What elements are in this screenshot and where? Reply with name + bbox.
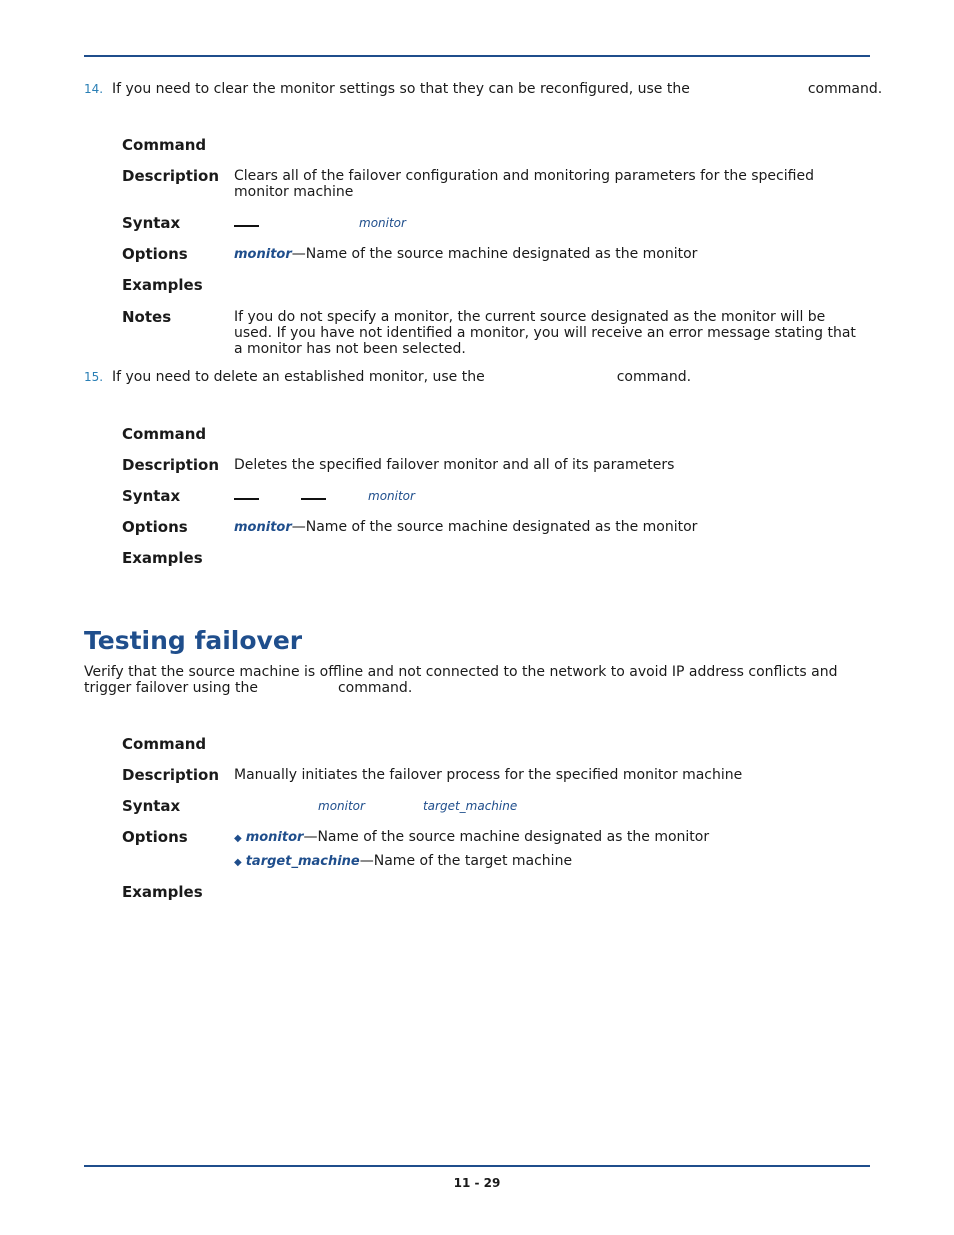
option-desc: —Name of the source machine designated as the monitor bbox=[303, 829, 710, 845]
option-line bbox=[234, 519, 697, 536]
command-label: Command bbox=[122, 735, 207, 753]
examples-label: Examples bbox=[122, 549, 203, 567]
intro-text-end: command. bbox=[337, 680, 413, 696]
description-label: Description bbox=[122, 766, 220, 784]
description-label: Description bbox=[122, 167, 220, 185]
description-text: Deletes the specified failover monitor and all of its parameters bbox=[234, 457, 675, 473]
syntax-label: Syntax bbox=[122, 214, 181, 232]
option-line bbox=[234, 246, 697, 263]
step-text: If you need to delete an established monitor, use the bbox=[112, 369, 485, 385]
examples-label: Examples bbox=[122, 883, 203, 901]
option-item bbox=[234, 853, 572, 871]
syntax-label: Syntax bbox=[122, 797, 181, 815]
header-rule bbox=[84, 55, 870, 57]
syntax-underline bbox=[301, 489, 326, 500]
syntax-underline bbox=[234, 216, 259, 227]
option-name: monitor bbox=[234, 247, 292, 262]
options-label: Options bbox=[122, 518, 188, 536]
description-label: Description bbox=[122, 456, 220, 474]
syntax-underline bbox=[234, 489, 259, 500]
syntax-line bbox=[234, 798, 517, 814]
step-15 bbox=[84, 369, 691, 385]
footer-rule bbox=[84, 1165, 870, 1167]
step-text-end: command. bbox=[807, 81, 883, 97]
option-desc: —Name of the target machine bbox=[359, 853, 573, 869]
option-desc: —Name of the source machine designated as the monitor bbox=[291, 519, 698, 535]
step-14 bbox=[84, 81, 882, 97]
examples-label: Examples bbox=[122, 276, 203, 294]
option-name: monitor bbox=[245, 830, 304, 845]
command-label: Command bbox=[122, 425, 207, 443]
syntax-param: monitor bbox=[368, 489, 415, 503]
page-number: 11 - 29 bbox=[453, 1176, 501, 1190]
notes-label: Notes bbox=[122, 308, 172, 326]
step-text-end: command. bbox=[616, 369, 692, 385]
section-intro bbox=[84, 664, 870, 696]
options-label: Options bbox=[122, 828, 188, 846]
bullet-diamond-icon: ◆ bbox=[234, 833, 242, 844]
syntax-param: target_machine bbox=[422, 799, 518, 813]
syntax-param: monitor bbox=[359, 216, 406, 230]
section-heading: Testing failover bbox=[84, 626, 303, 655]
intro-text: Verify that the source machine is offline and not connected to the network to avoid IP address conflicts and trigger failover using the bbox=[84, 664, 838, 696]
option-name: target_machine bbox=[245, 854, 360, 869]
step-number: 15. bbox=[84, 370, 104, 384]
command-label: Command bbox=[122, 136, 207, 154]
syntax-label: Syntax bbox=[122, 487, 181, 505]
step-text: If you need to clear the monitor settings so that they can be reconfigured, use the bbox=[112, 81, 690, 97]
syntax-line bbox=[234, 215, 406, 231]
step-number: 14. bbox=[84, 82, 104, 96]
option-name: monitor bbox=[234, 520, 292, 535]
syntax-line bbox=[234, 488, 415, 504]
description-text: Manually initiates the failover process for the specified monitor machine bbox=[234, 767, 743, 783]
syntax-param: monitor bbox=[318, 799, 365, 813]
option-item bbox=[234, 829, 709, 847]
option-desc: —Name of the source machine designated as the monitor bbox=[291, 246, 698, 262]
options-label: Options bbox=[122, 245, 188, 263]
bullet-diamond-icon: ◆ bbox=[234, 857, 242, 868]
description-text: Clears all of the failover configuration and monitoring parameters for the specified monitor machine bbox=[234, 168, 814, 200]
notes-text: If you do not specify a monitor, the current source designated as the monitor will be used. If you have not identified a monitor, you will receive an error message stating that a monitor has not been selected. bbox=[234, 309, 856, 357]
